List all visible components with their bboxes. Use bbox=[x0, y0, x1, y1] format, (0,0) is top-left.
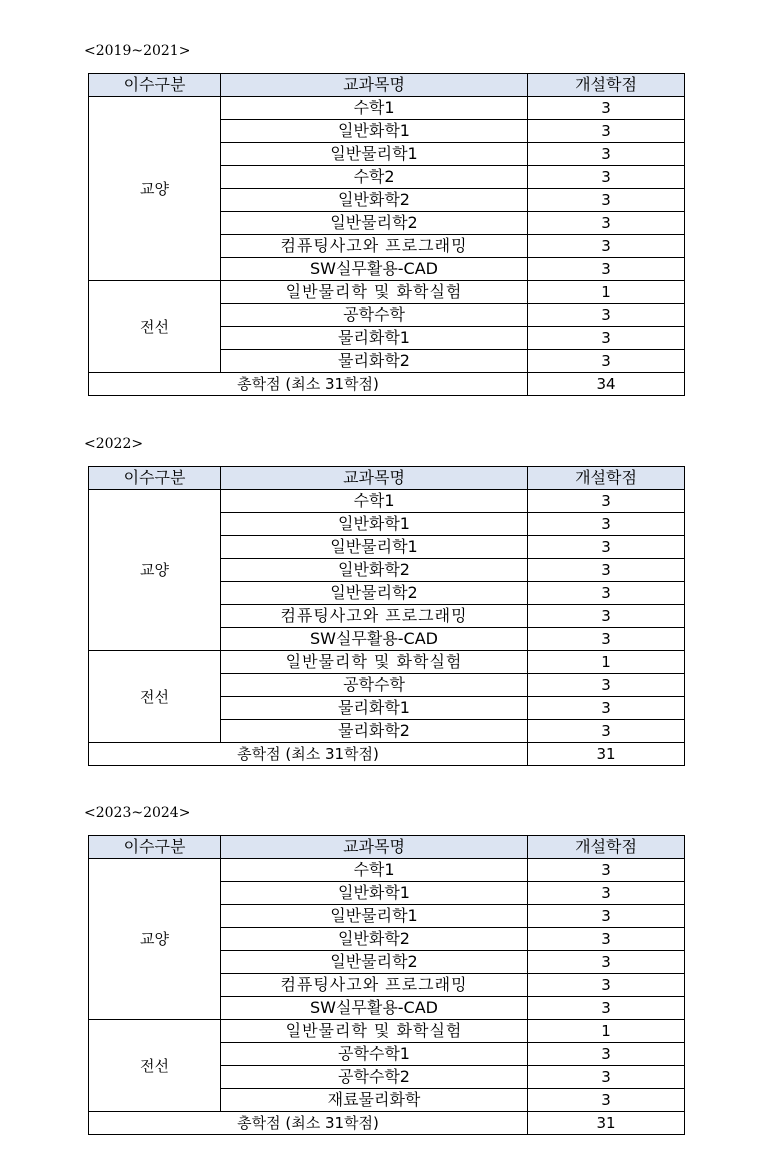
course-name: 수학1 bbox=[221, 490, 528, 513]
total-label: 총학점 (최소 31학점) bbox=[89, 373, 528, 396]
course-name: 공학수학2 bbox=[221, 1066, 528, 1089]
course-name: 수학1 bbox=[221, 97, 528, 120]
course-credits: 3 bbox=[528, 120, 685, 143]
course-credits: 3 bbox=[528, 628, 685, 651]
course-name: 공학수학1 bbox=[221, 1043, 528, 1066]
course-credits: 3 bbox=[528, 143, 685, 166]
course-credits: 3 bbox=[528, 859, 685, 882]
course-name: SW실무활용-CAD bbox=[221, 997, 528, 1020]
header-credits: 개설학점 bbox=[528, 836, 685, 859]
course-name: SW실무활용-CAD bbox=[221, 628, 528, 651]
total-value: 31 bbox=[528, 743, 685, 766]
course-name: 컴퓨팅사고와 프로그래밍 bbox=[221, 605, 528, 628]
header-course: 교과목명 bbox=[221, 74, 528, 97]
course-name: 일반화학2 bbox=[221, 189, 528, 212]
course-credits: 3 bbox=[528, 350, 685, 373]
curriculum-table bbox=[88, 466, 685, 766]
course-name: 물리화학1 bbox=[221, 327, 528, 350]
curriculum-table bbox=[88, 835, 685, 1135]
course-name: 물리화학2 bbox=[221, 350, 528, 373]
course-name: SW실무활용-CAD bbox=[221, 258, 528, 281]
course-credits: 3 bbox=[528, 258, 685, 281]
course-credits: 3 bbox=[528, 582, 685, 605]
course-name: 컴퓨팅사고와 프로그래밍 bbox=[221, 974, 528, 997]
table-row bbox=[89, 490, 685, 513]
table-row bbox=[89, 651, 685, 674]
course-credits: 1 bbox=[528, 281, 685, 304]
header-course: 교과목명 bbox=[221, 836, 528, 859]
course-name: 일반화학1 bbox=[221, 120, 528, 143]
total-row bbox=[89, 743, 685, 766]
course-name: 물리화학1 bbox=[221, 697, 528, 720]
course-name: 일반물리학2 bbox=[221, 951, 528, 974]
course-name: 일반물리학 및 화학실험 bbox=[221, 1020, 528, 1043]
total-label: 총학점 (최소 31학점) bbox=[89, 1112, 528, 1135]
category-cell: 교양 bbox=[89, 490, 221, 651]
table-header-row bbox=[89, 836, 685, 859]
course-name: 일반물리학 및 화학실험 bbox=[221, 651, 528, 674]
course-name: 일반화학1 bbox=[221, 513, 528, 536]
category-cell: 전선 bbox=[89, 281, 221, 373]
course-credits: 3 bbox=[528, 536, 685, 559]
header-category: 이수구분 bbox=[89, 467, 221, 490]
course-credits: 3 bbox=[528, 513, 685, 536]
course-credits: 1 bbox=[528, 651, 685, 674]
section-title: <2019~2021> bbox=[84, 43, 191, 59]
course-name: 일반물리학 및 화학실험 bbox=[221, 281, 528, 304]
course-credits: 3 bbox=[528, 997, 685, 1020]
course-credits: 3 bbox=[528, 882, 685, 905]
course-credits: 3 bbox=[528, 605, 685, 628]
header-category: 이수구분 bbox=[89, 74, 221, 97]
course-credits: 1 bbox=[528, 1020, 685, 1043]
table-header-row bbox=[89, 74, 685, 97]
course-credits: 3 bbox=[528, 1089, 685, 1112]
category-cell: 전선 bbox=[89, 651, 221, 743]
course-credits: 3 bbox=[528, 559, 685, 582]
table-row bbox=[89, 1020, 685, 1043]
header-category: 이수구분 bbox=[89, 836, 221, 859]
course-name: 수학2 bbox=[221, 166, 528, 189]
header-credits: 개설학점 bbox=[528, 74, 685, 97]
course-credits: 3 bbox=[528, 189, 685, 212]
course-name: 일반화학2 bbox=[221, 559, 528, 582]
course-credits: 3 bbox=[528, 974, 685, 997]
section-title: <2022> bbox=[84, 436, 144, 452]
total-value: 31 bbox=[528, 1112, 685, 1135]
course-name: 일반물리학1 bbox=[221, 536, 528, 559]
course-credits: 3 bbox=[528, 1066, 685, 1089]
course-name: 일반화학2 bbox=[221, 928, 528, 951]
course-name: 일반화학1 bbox=[221, 882, 528, 905]
course-credits: 3 bbox=[528, 720, 685, 743]
course-credits: 3 bbox=[528, 928, 685, 951]
course-name: 일반물리학2 bbox=[221, 582, 528, 605]
total-row bbox=[89, 1112, 685, 1135]
course-credits: 3 bbox=[528, 235, 685, 258]
course-credits: 3 bbox=[528, 674, 685, 697]
table-row bbox=[89, 859, 685, 882]
course-credits: 3 bbox=[528, 490, 685, 513]
category-cell: 전선 bbox=[89, 1020, 221, 1112]
course-credits: 3 bbox=[528, 97, 685, 120]
category-cell: 교양 bbox=[89, 97, 221, 281]
course-name: 재료물리화학 bbox=[221, 1089, 528, 1112]
course-name: 일반물리학1 bbox=[221, 143, 528, 166]
course-name: 일반물리학2 bbox=[221, 212, 528, 235]
header-credits: 개설학점 bbox=[528, 467, 685, 490]
table-row bbox=[89, 281, 685, 304]
table-header-row bbox=[89, 467, 685, 490]
course-credits: 3 bbox=[528, 212, 685, 235]
total-value: 34 bbox=[528, 373, 685, 396]
course-name: 공학수학 bbox=[221, 674, 528, 697]
course-name: 컴퓨팅사고와 프로그래밍 bbox=[221, 235, 528, 258]
course-credits: 3 bbox=[528, 166, 685, 189]
header-course: 교과목명 bbox=[221, 467, 528, 490]
course-credits: 3 bbox=[528, 327, 685, 350]
total-label: 총학점 (최소 31학점) bbox=[89, 743, 528, 766]
section-title: <2023~2024> bbox=[84, 805, 191, 821]
course-credits: 3 bbox=[528, 697, 685, 720]
course-name: 일반물리학1 bbox=[221, 905, 528, 928]
curriculum-table bbox=[88, 73, 685, 396]
category-cell: 교양 bbox=[89, 859, 221, 1020]
course-name: 공학수학 bbox=[221, 304, 528, 327]
course-credits: 3 bbox=[528, 951, 685, 974]
course-name: 수학1 bbox=[221, 859, 528, 882]
course-credits: 3 bbox=[528, 1043, 685, 1066]
total-row bbox=[89, 373, 685, 396]
course-credits: 3 bbox=[528, 304, 685, 327]
course-credits: 3 bbox=[528, 905, 685, 928]
table-row bbox=[89, 97, 685, 120]
course-name: 물리화학2 bbox=[221, 720, 528, 743]
